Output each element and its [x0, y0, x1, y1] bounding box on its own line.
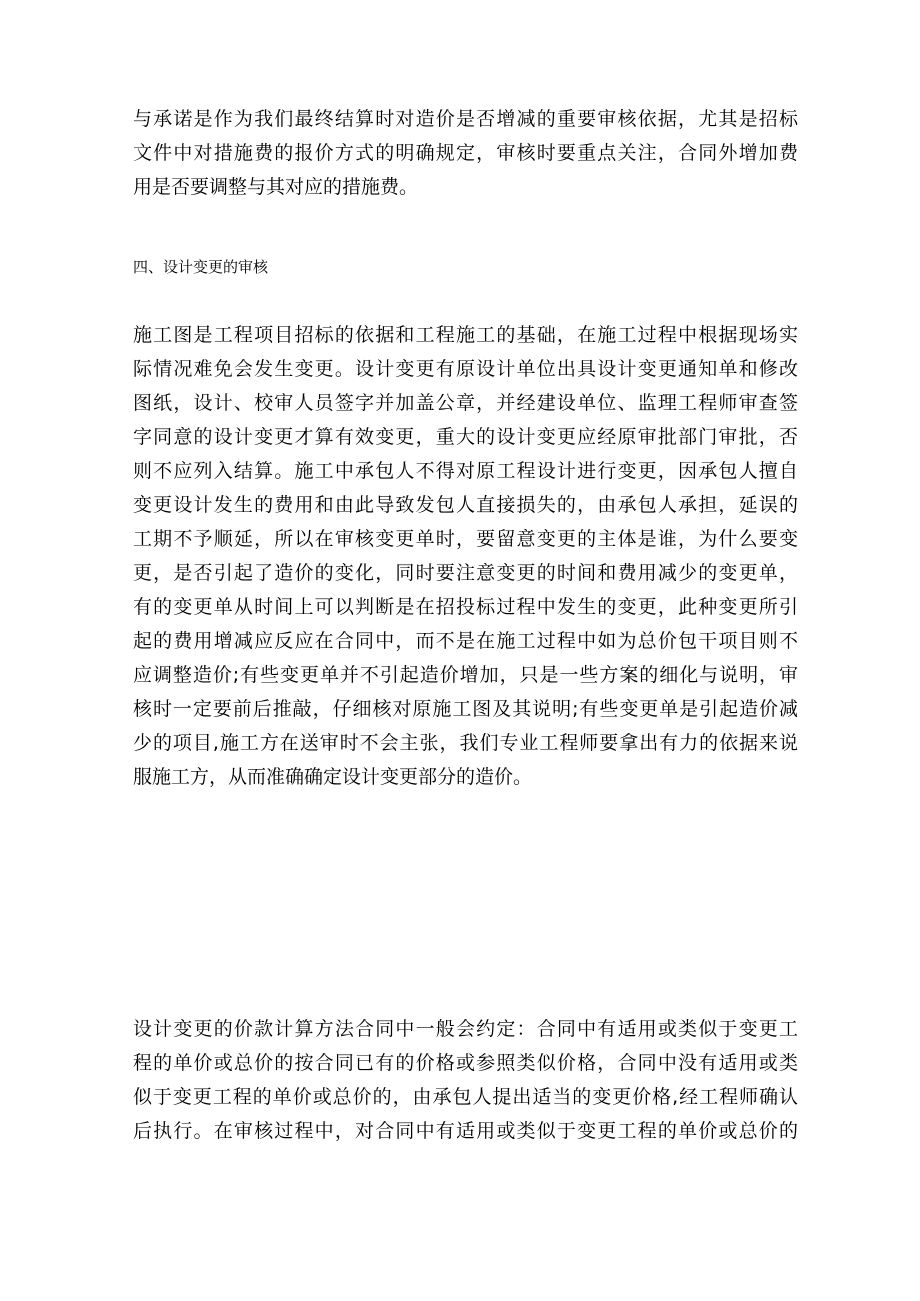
- text-line: 少的项目,施工方在送审时不会主张，我们专业工程师要拿出有力的依据来说: [133, 732, 798, 754]
- text-line: 服施工方，从而准确确定设计变更部分的造价。: [133, 766, 533, 788]
- paragraph-design-change: [133, 318, 798, 794]
- text-line: 设计变更的价款计算方法合同中一般会约定：合同中有适用或类似于变更工: [133, 1018, 798, 1040]
- text-line: 应调整造价;有些变更单并不引起造价增加，只是一些方案的细化与说明，审: [133, 664, 798, 686]
- paragraph-measures-fee: [133, 102, 798, 204]
- text-line: 似于变更工程的单价或总价的，由承包人提出适当的变更价格,经工程师确认: [133, 1086, 798, 1108]
- text-line: 际情况难免会发生变更。设计变更有原设计单位出具设计变更通知单和修改: [133, 358, 798, 380]
- text-line: 施工图是工程项目招标的依据和工程施工的基础，在施工过程中根据现场实: [133, 324, 798, 346]
- section-heading: 四、设计变更的审核: [133, 258, 269, 276]
- text-line: 用是否要调整与其对应的措施费。: [133, 176, 419, 198]
- text-line: 字同意的设计变更才算有效变更，重大的设计变更应经原审批部门审批，否: [133, 426, 798, 448]
- text-line: 变更设计发生的费用和由此导致发包人直接损失的，由承包人承担，延误的: [133, 494, 798, 516]
- text-line: 更，是否引起了造价的变化，同时要注意变更的时间和费用减少的变更单，: [133, 562, 798, 584]
- text-line: 文件中对措施费的报价方式的明确规定，审核时要重点关注，合同外增加费: [133, 142, 798, 164]
- text-line: 后执行。在审核过程中，对合同中有适用或类似于变更工程的单价或总价的: [133, 1120, 798, 1142]
- text-line: 程的单价或总价的按合同已有的价格或参照类似价格，合同中没有适用或类: [133, 1052, 798, 1074]
- text-line: 图纸，设计、校审人员签字并加盖公章，并经建设单位、监理工程师审查签: [133, 392, 798, 414]
- paragraph-price-calculation: [133, 1012, 798, 1148]
- text-line: 核时一定要前后推敲，仔细核对原施工图及其说明;有些变更单是引起造价减: [133, 698, 798, 720]
- text-line: 有的变更单从时间上可以判断是在招投标过程中发生的变更，此种变更所引: [133, 596, 798, 618]
- text-line: 起的费用增减应反应在合同中，而不是在施工过程中如为总价包干项目则不: [133, 630, 798, 652]
- text-line: 与承诺是作为我们最终结算时对造价是否增减的重要审核依据，尤其是招标: [133, 108, 798, 130]
- text-line: 工期不予顺延，所以在审核变更单时，要留意变更的主体是谁，为什么要变: [133, 528, 798, 550]
- text-line: 则不应列入结算。施工中承包人不得对原工程设计进行变更，因承包人擅自: [133, 460, 798, 482]
